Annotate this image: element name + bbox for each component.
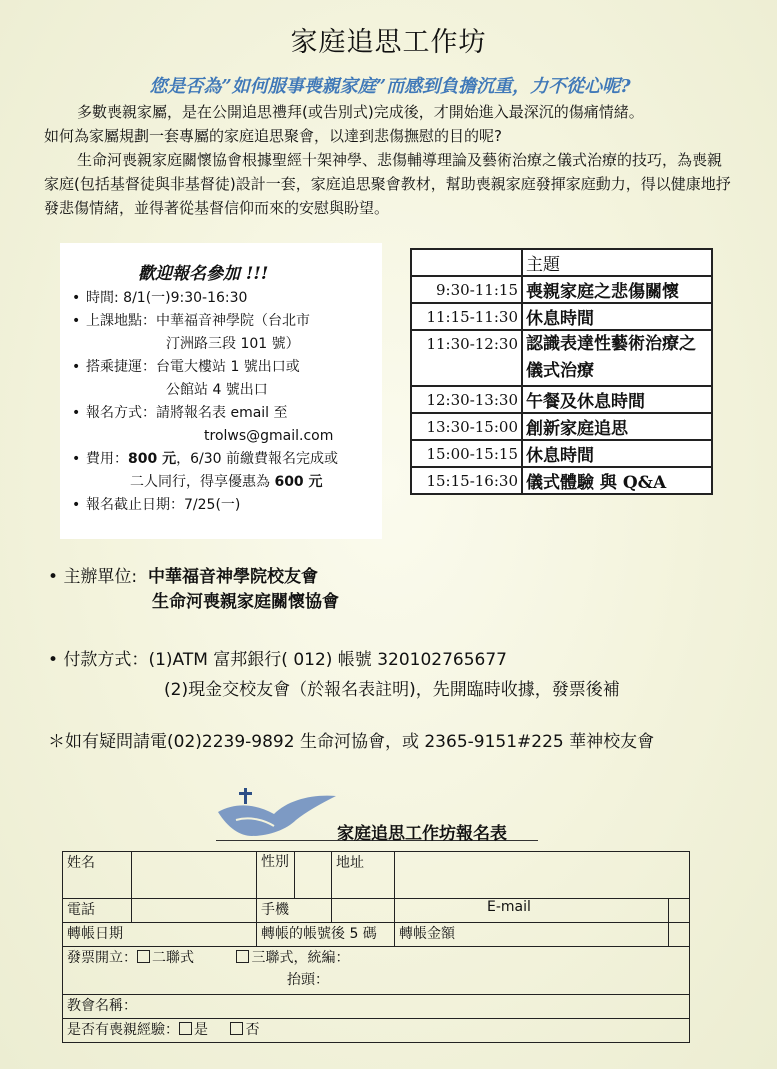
yes-checkbox[interactable] [179, 1022, 192, 1035]
name-field[interactable] [132, 852, 257, 899]
intro-paragraph-1: 多數喪親家屬，是在公開追思禮拜(或告別式)完成後，才開始進入最深沉的傷痛情緒。 [77, 103, 644, 121]
payment-section: • 付款方式：(1)ATM 富邦銀行( 012) 帳號 320102765677 (2)現金交校友會（於報名表註明)，先開臨時收據，發票後補 [48, 645, 620, 705]
no-checkbox[interactable] [230, 1022, 243, 1035]
address-label: 地址 [332, 852, 395, 899]
page-title: 家庭追思工作坊 [290, 27, 487, 58]
schedule-header-row [411, 249, 712, 276]
invoice-two-checkbox[interactable] [137, 950, 150, 963]
organizer-section: • 主辦單位: 中華福音神學院校友會 生命河喪親家庭關懷協會 [48, 567, 339, 612]
address-field[interactable] [395, 852, 690, 899]
amount-field[interactable] [668, 923, 689, 947]
amount-label: 轉帳金額 [395, 923, 669, 947]
info-fee: • 費用：800 元，6/30 前繳費報名完成或 二人同行，得享優惠為 600 元 [68, 448, 378, 494]
schedule-table [410, 248, 713, 495]
schedule-row: 15:00-15:15 休息時間 [411, 440, 712, 467]
info-list [68, 287, 378, 517]
payment-atm: (1)ATM 富邦銀行( 012) 帳號 320102765677 [148, 650, 507, 670]
subtitle: 您是否為”如何服事喪親家庭”而感到負擔沉重，力不從心呢? [149, 76, 631, 97]
invoice-three-checkbox[interactable] [236, 950, 249, 963]
invoice-header-label: 抬頭： [287, 972, 329, 988]
organizer-1: 中華福音神學院校友會 [147, 567, 318, 587]
form-row-invoice: 發票開立： 二聯式 三聯式，統編： 抬頭： [63, 947, 690, 995]
schedule-row: 15:15-16:30 儀式體驗 與 Q&A [411, 467, 712, 494]
intro-text [44, 100, 734, 220]
contact-note: ＊如有疑問請電(02)2239-9892 生命河協會，或 2365-9151#225 華神校友會 [48, 732, 655, 752]
phone-field[interactable] [132, 899, 257, 923]
mobile-field[interactable] [332, 899, 395, 923]
intro-paragraph-2: 如何為家屬規劃一套專屬的家庭追思聚會，以達到悲傷撫慰的目的呢? [44, 127, 502, 145]
info-venue: • 上課地點：中華福音神學院（台北市 汀洲路三段 101 號） [68, 310, 378, 356]
mobile-label: 手機 [257, 899, 332, 923]
info-deadline: • 報名截止日期：7/25(一) [68, 494, 378, 517]
registration-form [62, 851, 690, 1043]
phone-label: 電話 [63, 899, 132, 923]
info-signup: • 報名方式：請將報名表 email 至 trolws@gmail.com [68, 402, 378, 448]
welcome-heading: 歡迎報名參加 !!! [138, 264, 269, 284]
form-row-church [63, 995, 690, 1019]
signup-email: trolws@gmail.com [204, 428, 334, 444]
organizer-2: 生命河喪親家庭關懷協會 [152, 592, 339, 612]
form-row-bereaved: 是否有喪親經驗： 是 否 [63, 1019, 690, 1043]
info-mrt: • 搭乘捷運：台電大樓站 1 號出口或 公館站 4 號出口 [68, 356, 378, 402]
email-field[interactable] [668, 899, 689, 923]
registration-info-box [60, 243, 382, 539]
info-time: • 時間: 8/1(一)9:30-16:30 [68, 287, 378, 310]
schedule-header: 主題 [522, 249, 712, 276]
form-title: 家庭追思工作坊報名表 [337, 824, 507, 844]
form-row-transfer [63, 923, 690, 947]
account-last5-label: 轉帳的帳號後 5 碼 [257, 923, 395, 947]
schedule-row: 13:30-15:00 創新家庭追思 [411, 413, 712, 440]
gender-label: 性別 [257, 852, 295, 899]
payment-label: 付款方式： [63, 650, 149, 670]
dove-cross-logo-icon [216, 786, 338, 838]
schedule-row: 11:30-12:30 認識表達性藝術治療之儀式治療 [411, 330, 712, 386]
name-label: 姓名 [63, 852, 132, 899]
form-row-name [63, 852, 690, 899]
email-label: E-mail [395, 899, 669, 923]
form-row-contact [63, 899, 690, 923]
schedule-row: 9:30-11:15 喪親家庭之悲傷關懷 [411, 276, 712, 303]
bereaved-question: 是否有喪親經驗： [67, 1022, 179, 1038]
intro-paragraph-3: 生命河喪親家庭關懷協會根據聖經十架神學、悲傷輔導理論及藝術治療之儀式治療的技巧，為喪親家庭(包括基督徒與非基督徒)設計一套，家庭追思聚會教材，幫助喪親家庭發揮家庭動力，得以健康地抒發悲傷情緒，並得著從基督信仰而來的安慰與盼望。 [44, 151, 731, 217]
schedule-row: 11:15-11:30 休息時間 [411, 303, 712, 330]
transfer-date-label: 轉帳日期 [63, 923, 257, 947]
organizer-label: 主辦單位: [63, 567, 138, 587]
gender-field[interactable] [295, 852, 332, 899]
church-label: 教會名稱： [63, 995, 690, 1019]
invoice-label: 發票開立： [67, 950, 137, 966]
payment-cash: (2)現金交校友會（於報名表註明)，先開臨時收據，發票後補 [164, 680, 620, 700]
schedule-row: 12:30-13:30 午餐及休息時間 [411, 386, 712, 413]
